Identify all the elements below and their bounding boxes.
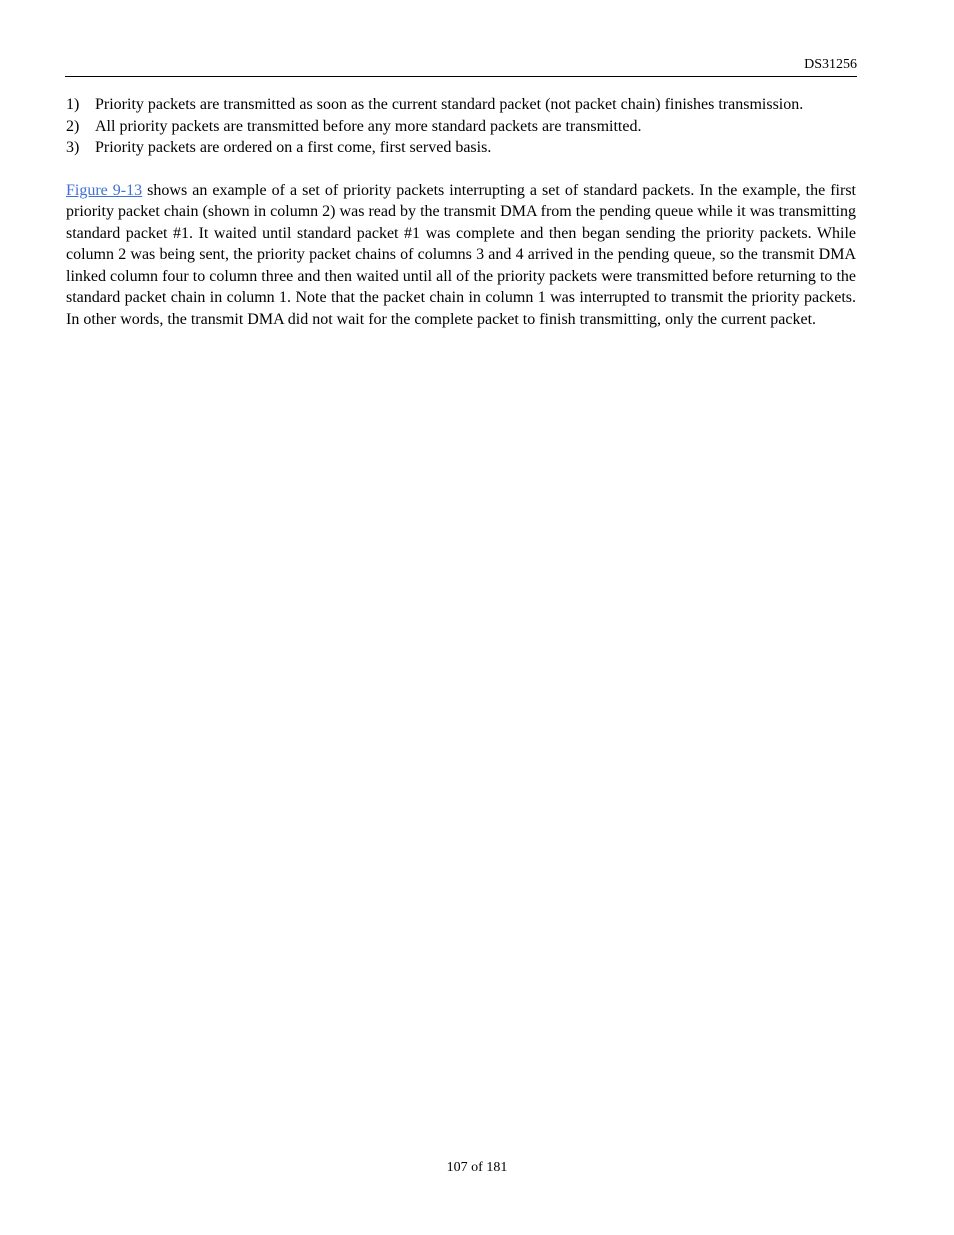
page-number: 107 of 181 [446,1160,508,1175]
list-item-text: All priority packets are transmitted before any more standard packets are transmitted. [95,117,642,135]
figure-link[interactable]: Figure 9-13 [66,181,143,199]
page-content [66,94,856,330]
page-header [65,56,857,77]
list-item-number: 3) [66,139,80,156]
list-item-number: 1) [66,96,80,113]
list-item [66,116,856,138]
list-item [66,94,856,116]
list-item-text: Priority packets are transmitted as soon as the current standard packet (not packet chain) finishes transmission. [95,96,804,113]
paragraph-text: shows an example of a set of priority packets interrupting a set of standard packets. In the example, the first priority packet chain (shown in column 2) was read by the transmit DMA from the pending queue while it was transmitting standard packet #1. It waited until standard packet #1 was complete and then began sending the priority packets. While column 2 was being sent, the priority packet chains of columns 3 and 4 arrived in the pending queue, so the transmit DMA linked column four to column three and then waited until all of the priority packets were transmitted before returning to the standard packet chain in column 1. Note that the packet chain in column 1 was interrupted to transmit the priority packets. In other words, the transmit DMA did not wait for the complete packet to finish transmitting, only the current packet. [66,181,856,328]
list-item-number: 2) [66,117,80,135]
list-item-text: Priority packets are ordered on a first come, first served basis. [95,139,492,156]
list-item [66,137,856,159]
document-id: DS31256 [804,57,857,72]
page-footer [0,1160,954,1176]
body-paragraph [66,180,856,331]
priority-rules-list [66,94,856,159]
